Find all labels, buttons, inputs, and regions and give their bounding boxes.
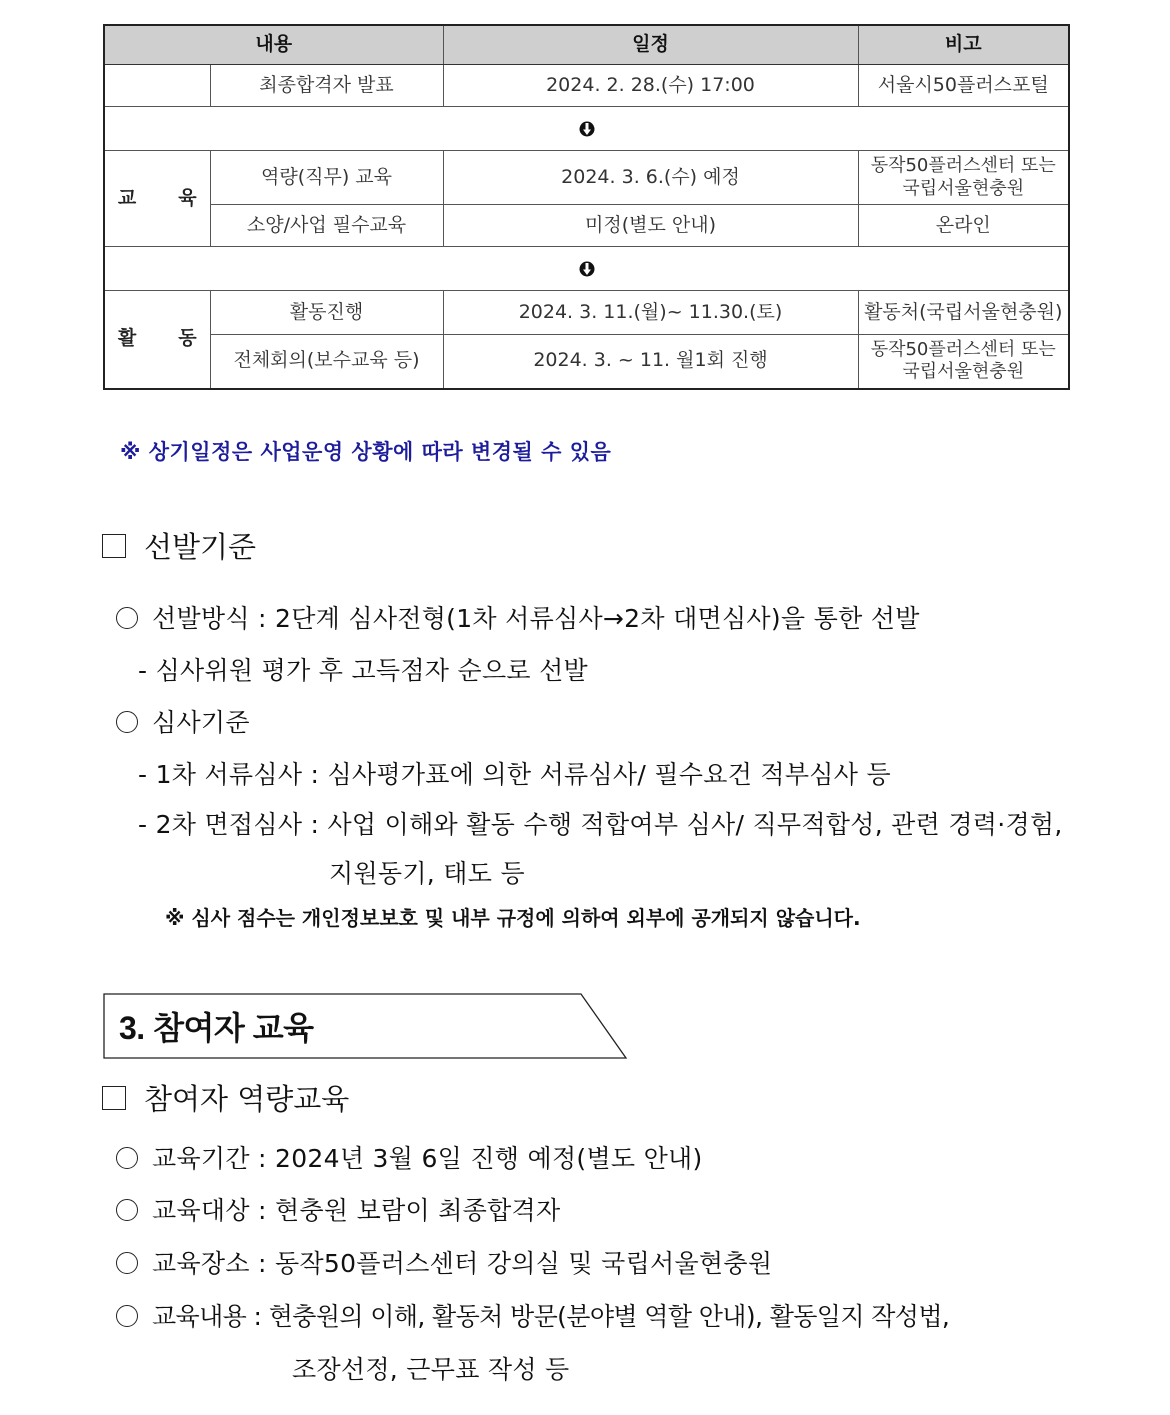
square-bullet-icon <box>102 534 126 558</box>
circle-bullet-icon <box>116 711 138 733</box>
schedule-table <box>103 24 1070 390</box>
table-row <box>104 65 1069 107</box>
circle-bullet-icon <box>116 1147 138 1169</box>
criteria-second-round-cont: 지원동기, 태도 등 <box>329 859 525 888</box>
down-arrow-icon <box>579 261 595 277</box>
date-cell: 2024. 3. 11.(월)~ 11.30.(토) <box>443 291 858 335</box>
training-period: 교육기간 : 2024년 3월 6일 진행 예정(별도 안내) <box>116 1139 703 1175</box>
note-cell: 서울시50플러스포털 <box>858 65 1069 107</box>
table-row <box>104 151 1069 205</box>
criteria-first-round: - 1차 서류심사 : 심사평가표에 의한 서류심사/ 필수요건 적부심사 등 <box>138 760 891 789</box>
table-row <box>104 291 1069 335</box>
section-3-title-box <box>103 993 627 1059</box>
training-content: 교육내용 : 현충원의 이해, 활동처 방문(분야별 역할 안내), 활동일지 작성법, <box>116 1297 949 1333</box>
header-content: 내용 <box>104 25 443 65</box>
note-cell: 동작50플러스센터 또는 국립서울현충원 <box>858 151 1069 205</box>
table-header-row <box>104 25 1069 65</box>
training-target: 교육대상 : 현충원 보람이 최종합격자 <box>116 1191 560 1227</box>
category-activity: 활 동 <box>104 291 210 389</box>
arrow-row <box>104 107 1069 151</box>
item-cell: 최종합격자 발표 <box>210 65 443 107</box>
item-cell: 활동진행 <box>210 291 443 335</box>
down-arrow-icon <box>579 121 595 137</box>
privacy-note: ※ 심사 점수는 개인정보보호 및 내부 규정에 의하여 외부에 공개되지 않습니다. <box>165 906 861 930</box>
training-place: 교육장소 : 동작50플러스센터 강의실 및 국립서울현충원 <box>116 1244 772 1280</box>
table-row <box>104 205 1069 247</box>
circle-bullet-icon <box>116 1305 138 1327</box>
circle-bullet-icon <box>116 1199 138 1221</box>
selection-criteria-heading: 선발기준 <box>102 525 256 566</box>
date-cell: 2024. 2. 28.(수) 17:00 <box>443 65 858 107</box>
note-cell: 온라인 <box>858 205 1069 247</box>
date-cell: 2024. 3. 6.(수) 예정 <box>443 151 858 205</box>
selection-method-sub: - 심사위원 평가 후 고득점자 순으로 선발 <box>138 656 589 685</box>
square-bullet-icon <box>102 1086 126 1110</box>
category-education: 교 육 <box>104 151 210 247</box>
header-remarks: 비고 <box>858 25 1069 65</box>
schedule-change-notice: ※ 상기일정은 사업운영 상황에 따라 변경될 수 있음 <box>120 440 612 464</box>
circle-bullet-icon <box>116 607 138 629</box>
selection-method: 선발방식 : 2단계 심사전형(1차 서류심사→2차 대면심사)을 통한 선발 <box>116 599 920 635</box>
header-schedule: 일정 <box>443 25 858 65</box>
section-3-title: 3. 참여자 교육 <box>119 1010 314 1046</box>
date-cell: 미정(별도 안내) <box>443 205 858 247</box>
item-cell: 역량(직무) 교육 <box>210 151 443 205</box>
date-cell: 2024. 3. ~ 11. 월1회 진행 <box>443 335 858 389</box>
category-cell <box>104 65 210 107</box>
item-cell: 소양/사업 필수교육 <box>210 205 443 247</box>
item-cell: 전체회의(보수교육 등) <box>210 335 443 389</box>
screening-criteria: 심사기준 <box>116 703 250 739</box>
training-content-cont: 조장선정, 근무표 작성 등 <box>292 1355 570 1384</box>
table-row <box>104 335 1069 389</box>
participant-training-heading: 참여자 역량교육 <box>102 1077 349 1118</box>
note-cell: 활동처(국립서울현충원) <box>858 291 1069 335</box>
arrow-row <box>104 247 1069 291</box>
criteria-second-round: - 2차 면접심사 : 사업 이해와 활동 수행 적합여부 심사/ 직무적합성, 관련 경력·경험, <box>138 810 1063 839</box>
note-cell: 동작50플러스센터 또는 국립서울현충원 <box>858 335 1069 389</box>
circle-bullet-icon <box>116 1252 138 1274</box>
